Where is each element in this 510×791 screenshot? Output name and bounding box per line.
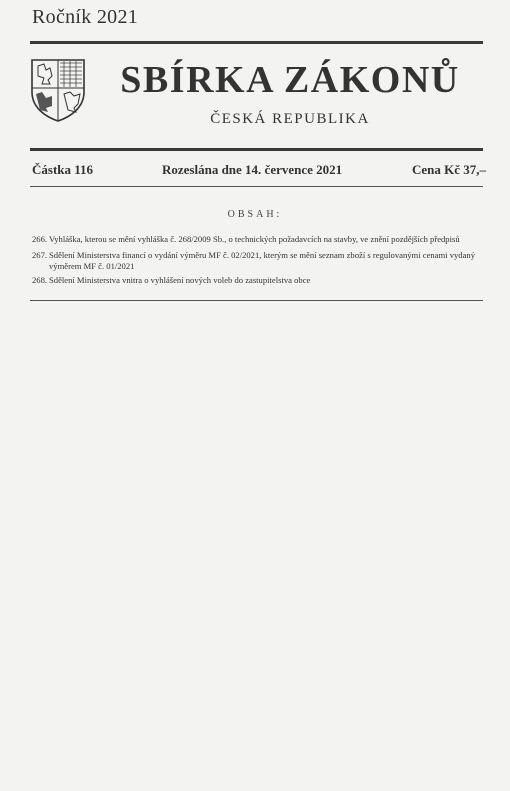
contents-item-text: Sdělení Ministerstva vnitra o vyhlášení nových voleb do zastupitelstva obce (49, 275, 311, 285)
issue-distributed-date: Rozeslána dne 14. července 2021 (162, 162, 343, 177)
top-rule (30, 41, 483, 44)
issue-price: Cena Kč 37,– (412, 162, 487, 177)
contents-item-number: 266. (32, 234, 48, 244)
contents-bottom-rule (30, 300, 483, 301)
contents-item-text: Sdělení Ministerstva financí o vydání výměru MF č. 02/2021, kterým se mění seznam zboží s regulovanými cenami vydaný výměrem MF č. 01/2021 (49, 250, 476, 271)
info-bottom-rule (30, 186, 483, 187)
contents-item-number: 267. (32, 250, 48, 260)
page-title: SBÍRKA ZÁKONŮ (120, 59, 460, 101)
header-bottom-rule (30, 148, 483, 151)
contents-item-text: Vyhláška, kterou se mění vyhláška č. 268/2009 Sb., o technických požadavcích na stavby, ve znění pozdějších předpisů (49, 234, 460, 244)
state-coat-of-arms-icon (30, 58, 86, 122)
page-subtitle: ČESKÁ REPUBLIKA (210, 111, 370, 127)
issue-part: Částka 116 (32, 162, 94, 177)
contents-item-number: 268. (32, 275, 48, 285)
year-label: Ročník 2021 (32, 6, 139, 28)
contents-label: OBSAH: (227, 209, 283, 220)
